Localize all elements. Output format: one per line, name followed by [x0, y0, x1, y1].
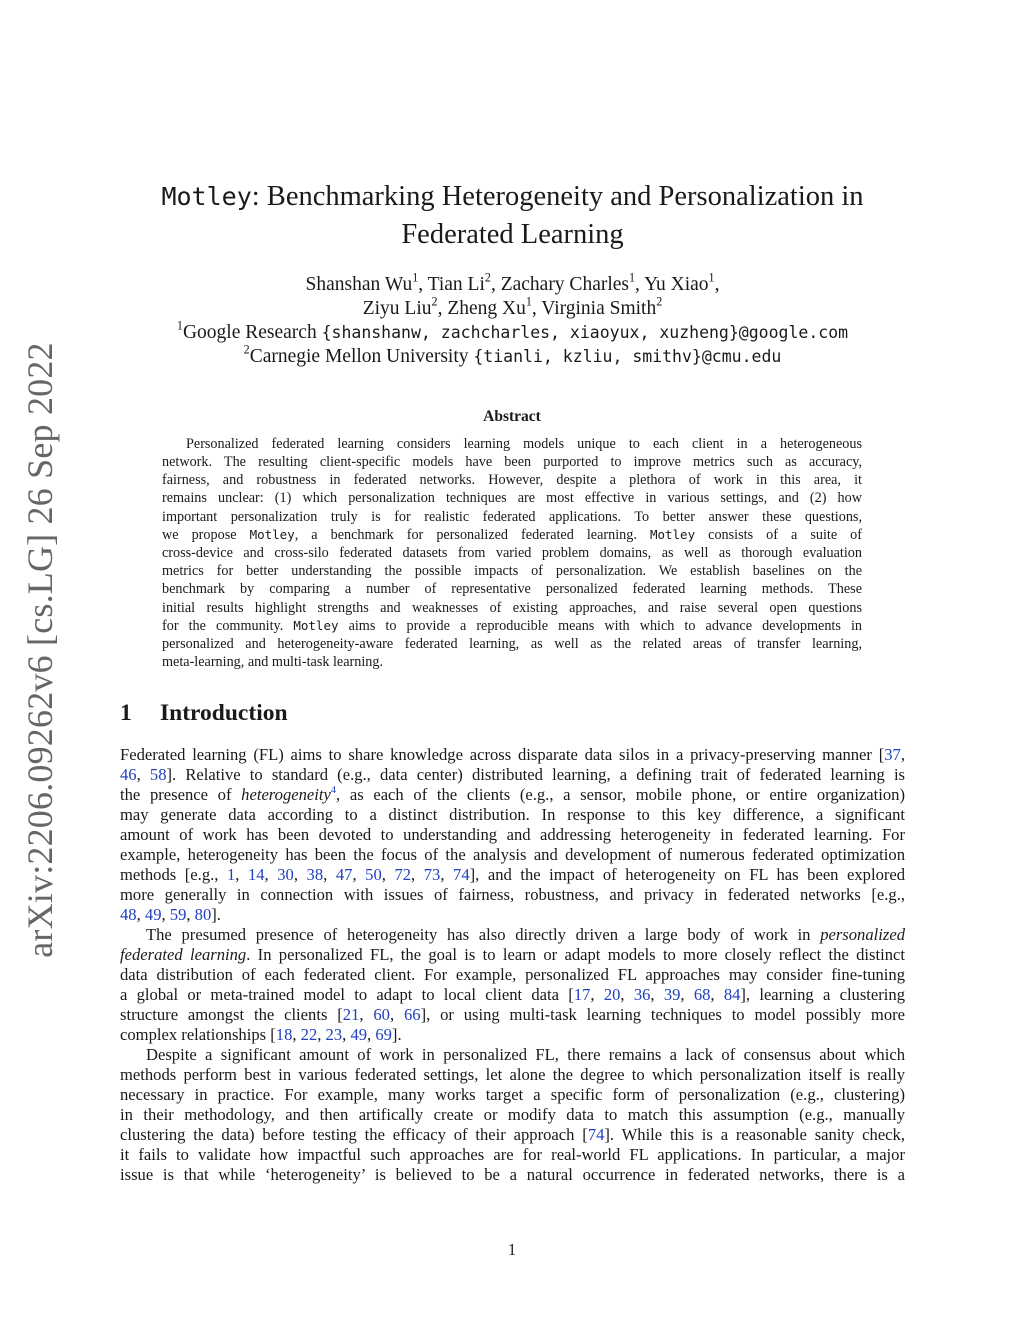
affiliation-org: Google Research [182, 322, 322, 343]
body-text: . In personalized FL, the goal is to learn or adapt models to more closely reflect the distinct [246, 945, 905, 964]
abstract-line [162, 617, 862, 635]
body-text: complex relationships [ [120, 1025, 276, 1044]
section-title: Introduction [160, 700, 288, 726]
citation-link[interactable]: 47 [335, 865, 353, 884]
abstract-text: consists of a suite of [695, 527, 862, 543]
body-text: Federated learning (FL) aims to share knowledge across disparate data silos in a privacy-preserving manner [ [120, 745, 885, 764]
benchmark-name: Motley [293, 618, 339, 633]
abstract-line: cross-device and cross-silo federated datasets from varied problem domains, as well as thorough evaluation [162, 545, 862, 561]
body-text: the presence of [120, 785, 242, 804]
affiliation-cmu [120, 342, 905, 369]
body-line: example, heterogeneity has been the focus of the analysis and development of numerous federated optimization [120, 845, 905, 864]
body-text: ]. Relative to standard (e.g., data center) distributed learning, a defining trait of federated learning is [166, 765, 906, 784]
body-text: a global or meta-trained model to adapt to local client data [ [120, 985, 574, 1004]
citation-link[interactable]: 22 [300, 1025, 318, 1044]
abstract-line: benchmark by comparing a number of representative personalized federated learning methods. These [162, 581, 862, 597]
citation-link[interactable]: 80 [194, 905, 212, 924]
body-line: amount of work has been devoted to understanding and addressing heterogeneity in federated learning. For [120, 825, 905, 844]
citation-link[interactable]: 17 [573, 985, 591, 1004]
citation-link[interactable]: 38 [306, 865, 324, 884]
body-text: ], or using multi-task learning techniques to model possibly more [420, 1005, 906, 1024]
abstract-line: metrics for better understanding the possible impacts of personalization. We establish baselines on the [162, 563, 862, 579]
arxiv-side-stamp [20, 342, 60, 958]
body-text: structure amongst the clients [ [120, 1005, 343, 1024]
emphasis-text: personalized [820, 925, 905, 944]
page-number: 1 [507, 1240, 517, 1259]
abstract-text: , a benchmark for personalized federated learning. [294, 527, 650, 543]
body-text: ], learning a clustering [740, 985, 906, 1004]
author-separator: , [714, 274, 720, 295]
abstract-text: aims to provide a reproducible means with which to advance developments in [338, 618, 862, 634]
section-number: 1 [120, 700, 132, 726]
citation-list: 17, 20, 36, 39, 68, 84 [573, 985, 741, 1004]
abstract-line: meta-learning, and multi-task learning. [162, 654, 384, 670]
citation-link[interactable]: 1 [226, 865, 236, 884]
author-name: , Zheng Xu [437, 298, 526, 319]
body-line [120, 765, 905, 785]
citation-link[interactable]: 36 [633, 985, 651, 1004]
citation-link[interactable]: 74 [453, 865, 470, 884]
author-name: , Yu Xiao [635, 274, 709, 295]
body-line: data distribution of each federated client. For example, personalized FL approaches may consider fine-tuning [120, 965, 905, 984]
body-line [120, 785, 905, 805]
body-text: , as each of the clients (e.g., a sensor, mobile phone, or entire organization) [336, 785, 905, 804]
affiliation-mark: 1 [708, 270, 715, 285]
citation-link[interactable]: 49 [144, 905, 162, 924]
footnote-link[interactable]: 4 [330, 784, 336, 796]
affiliation-emails[interactable]: {tianli, kzliu, smithv}@cmu.edu [473, 347, 782, 366]
affiliation-number: 1 [176, 318, 183, 333]
body-line: in their methodology, and then artifically create or modify data to match this assumption (e.g., manually [120, 1105, 905, 1124]
citation-link[interactable]: 69 [375, 1025, 392, 1044]
body-text: , [900, 745, 905, 764]
author-name: , Tian Li [418, 274, 485, 295]
citation-link[interactable]: 50 [365, 865, 382, 884]
citation-link[interactable]: 66 [403, 1005, 421, 1024]
affiliation-emails[interactable]: {shanshanw, zachcharles, xiaoyux, xuzheng}@google.com [321, 323, 849, 342]
abstract-line: Personalized federated learning considers learning models unique to each client in a heterogeneous [186, 436, 862, 452]
citation-list: 1, 14, 30, 38, 47, 50, 72, 73, 74 [226, 865, 470, 884]
benchmark-name: Motley [249, 527, 295, 542]
body-text: clustering the data) before testing the efficacy of their approach [ [120, 1125, 588, 1144]
body-line [120, 1125, 905, 1145]
paper-title [140, 178, 885, 254]
author-name: Ziyu Liu [362, 298, 432, 319]
title-benchmark-name: Motley [161, 182, 252, 211]
citation-link[interactable]: 48 [120, 905, 137, 924]
abstract-text: we propose [162, 527, 250, 543]
author-name: , Zachary Charles [490, 274, 629, 295]
author-line-2 [120, 294, 905, 321]
body-text: ]. [211, 905, 221, 924]
body-text: ]. [391, 1025, 402, 1044]
citation-link[interactable]: 30 [277, 865, 294, 884]
body-line [120, 1005, 905, 1025]
abstract-line: fairness, and robustness in federated networks. However, despite a plethora of work in this area, it [162, 472, 862, 488]
abstract-line: network. The resulting client-specific models have been purported to improve metrics such as accuracy, [162, 454, 862, 470]
affiliation-mark: 2 [656, 294, 663, 309]
abstract-line: important personalization truly is for realistic federated applications. To better answer these questions, [162, 509, 862, 525]
body-line [120, 1025, 905, 1045]
benchmark-name: Motley [649, 527, 696, 542]
citation-link[interactable]: 18 [275, 1025, 293, 1044]
affiliation-mark: 1 [629, 270, 636, 285]
body-line [120, 945, 905, 965]
body-text: ]. While this is a reasonable sanity check, [604, 1125, 905, 1144]
citation-link[interactable]: 46 [120, 765, 137, 784]
affiliation-google [120, 318, 905, 345]
affiliation-mark: 2 [484, 270, 491, 285]
citation-link[interactable]: 84 [723, 985, 741, 1004]
citation-list: 21, 60, 66 [342, 1005, 421, 1024]
citation-link[interactable]: 60 [373, 1005, 390, 1024]
citation-link[interactable]: 73 [423, 865, 441, 884]
citation-link[interactable]: 72 [394, 865, 412, 884]
body-text: methods [e.g., [120, 865, 227, 884]
body-line [120, 985, 905, 1005]
body-line: more generally in connection with issues of fairness, robustness, and privacy in federated networks [e.g., [120, 885, 905, 904]
citation-link[interactable]: 59 [169, 905, 187, 924]
abstract-heading: Abstract [483, 408, 541, 425]
citation-link[interactable]: 20 [603, 985, 621, 1004]
body-text: The presumed presence of heterogeneity has also directly driven a large body of work in [146, 925, 821, 944]
author-name: , Virginia Smith [531, 298, 657, 319]
affiliation-mark: 1 [412, 270, 419, 285]
emphasis-text: heterogeneity [241, 785, 331, 804]
body-line: may generate data according to a distinct distribution. In response to this key difference, a significant [120, 805, 905, 824]
citation-link[interactable]: 68 [693, 985, 711, 1004]
citation-list: 48, 49, 59, 80 [120, 905, 212, 924]
abstract-line: initial results highlight strengths and weaknesses of existing approaches, and raise several open questions [162, 600, 862, 616]
body-line: methods perform best in various federated settings, let alone the degree to which personalization itself is really [120, 1065, 905, 1084]
body-line [120, 905, 905, 925]
body-line [120, 925, 905, 945]
author-name: Shanshan Wu [305, 274, 413, 295]
title-line-2: Federated Learning [401, 219, 624, 250]
body-line: issue is that while ‘heterogeneity’ is believed to be a natural occurrence in federated networks, there is a [120, 1165, 905, 1184]
body-line [120, 745, 905, 765]
affiliation-mark: 1 [525, 294, 532, 309]
citation-link[interactable]: 23 [325, 1025, 343, 1044]
citation-link[interactable]: 49 [350, 1025, 368, 1044]
abstract-line [162, 526, 862, 544]
abstract-line: remains unclear: (1) which personalization techniques are most effective in various settings, and (2) how [162, 490, 862, 506]
abstract-text: for the community. [162, 618, 294, 634]
abstract-line: personalized and heterogeneity-aware federated learning, as well as the related areas of transfer learning, [162, 636, 862, 652]
section-heading [120, 700, 288, 727]
author-line-1 [120, 270, 905, 297]
citation-list: 18, 22, 23, 49, 69 [275, 1025, 392, 1044]
citation-link[interactable]: 39 [663, 985, 681, 1004]
emphasis-text: federated learning [120, 945, 247, 964]
body-text: , [136, 765, 150, 784]
title-line-1 [140, 178, 885, 216]
affiliation-number: 2 [243, 342, 250, 357]
citation-link[interactable]: 14 [247, 865, 265, 884]
affiliation-org: Carnegie Mellon University [249, 346, 474, 367]
body-line: it fails to validate how impactful such approaches are for real-world FL applications. In particular, a major [120, 1145, 905, 1164]
citation-link[interactable]: 21 [342, 1005, 360, 1024]
affiliation-mark: 2 [431, 294, 438, 309]
body-line: necessary in practice. For example, many works target a specific form of personalization (e.g., clustering) [120, 1085, 905, 1104]
citation-link[interactable]: 58 [149, 765, 167, 784]
citation-link[interactable]: 37 [884, 745, 901, 764]
body-text: ], and the impact of heterogeneity on FL has been explored [469, 865, 906, 884]
arxiv-stamp-text: arXiv:2206.09262v6 [cs.LG] 26 Sep 2022 [20, 342, 60, 958]
citation-link[interactable]: 74 [587, 1125, 605, 1144]
body-line [120, 865, 905, 885]
title-rest: : Benchmarking Heterogeneity and Personalization in [251, 181, 864, 212]
body-line: Despite a significant amount of work in personalized FL, there remains a lack of consensus about which [146, 1045, 905, 1064]
